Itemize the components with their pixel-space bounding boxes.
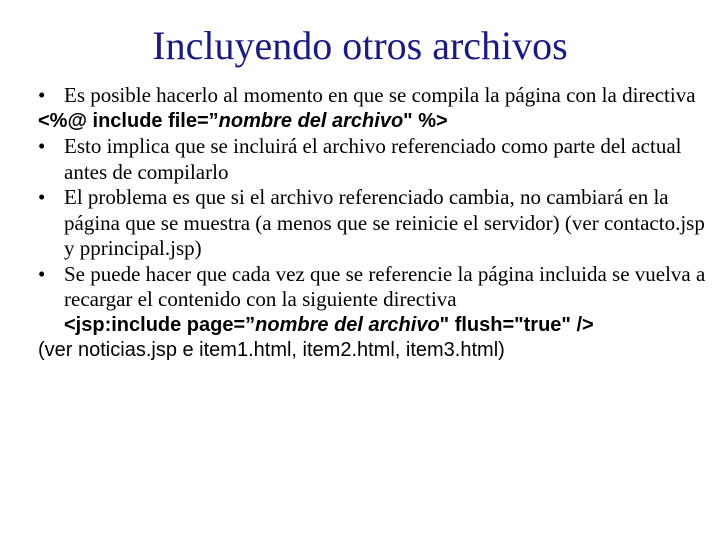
jsp-include-code <box>64 313 708 339</box>
code-1-end: " %> <box>403 109 448 132</box>
bullet-item-2 <box>38 134 708 185</box>
bullet-dot: • <box>38 185 46 209</box>
footer-note: (ver noticias.jsp e item1.html, item2.html, item3.html) <box>38 339 505 361</box>
slide-content <box>38 83 708 364</box>
bullet-dot: • <box>38 261 46 286</box>
slide-title: Incluyendo otros archivos <box>152 23 568 68</box>
bullet-text-2: Esto implica que se incluirá el archivo referenciado como parte del actual antes de compilarlo <box>64 134 682 184</box>
code-1-filename: nombre del archivo <box>218 109 404 132</box>
bullet-text-4: Se puede hacer que cada vez que se referencie la página incluida se vuelva a recargar el contenido con la siguiente directiva <box>64 261 706 311</box>
bullet-item-3 <box>38 185 708 262</box>
include-directive-code <box>38 109 708 135</box>
bullet-item-4 <box>38 262 708 339</box>
code-1-start: <%@ include file=” <box>38 109 219 132</box>
code-2-start: <jsp:include page=” <box>64 313 256 336</box>
code-2-filename: nombre del archivo <box>255 313 440 336</box>
bullet-dot: • <box>38 134 46 158</box>
bullet-text-1: Es posible hacerlo al momento en que se compila la página con la directiva <box>64 83 696 107</box>
bullet-text-3: El problema es que si el archivo referenciado cambia, no cambiará en la página que se muestra (a menos que se reinicie el servidor) (ver contacto.jsp y pprincipal.jsp) <box>64 185 705 260</box>
bullet-dot: • <box>38 83 46 107</box>
bullet-item-1 <box>38 83 708 109</box>
code-2-end: " flush="true" /> <box>439 313 594 336</box>
